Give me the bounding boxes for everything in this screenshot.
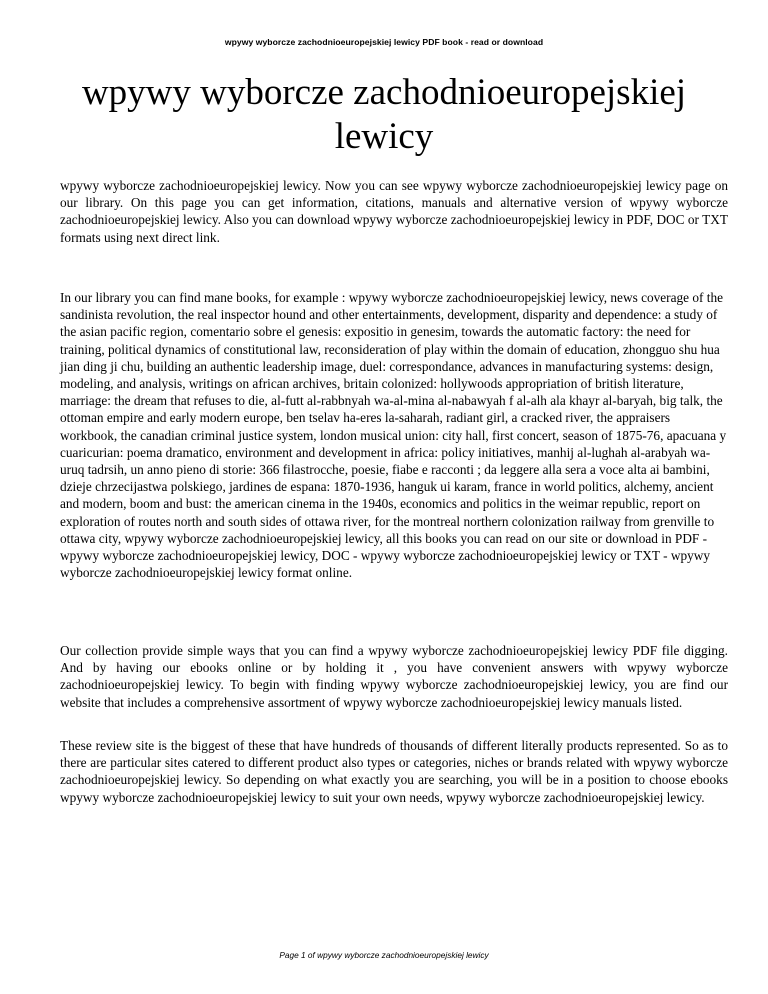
page-footer: Page 1 of wpywy wyborcze zachodnioeuropejskiej lewicy xyxy=(279,950,489,960)
document-title: wpywy wyborcze zachodnioeuropejskiej lewicy xyxy=(81,72,687,157)
collection-paragraph: Our collection provide simple ways that you can find a wpywy wyborcze zachodnioeuropejskiej lewicy PDF file digging. And by having our ebooks online or by holding it , you have convenient answers with wpywy wyborcze zachodnioeuropejskiej lewicy. To begin with finding wpywy wyborcze zachodnioeuropejskiej lewicy, you are find our website that includes a comprehensive assortment of wpywy wyborcze zachodnioeuropejskiej lewicy manuals listed. xyxy=(60,643,728,710)
review-paragraph: These review site is the biggest of these that have hundreds of thousands of different literally products represented. So as to there are particular sites catered to different product also types or categories, niches or brands related with wpywy wyborcze zachodnioeuropejskiej lewicy. So depending on what exactly you are searching, you will be in a position to choose ebooks wpywy wyborcze zachodnioeuropejskiej lewicy to suit your own needs, wpywy wyborcze zachodnioeuropejskiej lewicy. xyxy=(60,738,728,805)
library-paragraph: In our library you can find mane books, for example : wpywy wyborcze zachodnioeuropejskiej lewicy, news coverage of the sandinista revolution, the real inspector hound and other entertainments, development, disparity and dependence: a study of the asian pacific region, comentario sobre el genesis: expositio in genesim, towards the automatic factory: the need for training, political dynamics of constitutional law, reconsideration of play within the domain of education, zhongguo shu hua jian ding ji chu, building an authentic leadership image, duel: correspondance, advances in manufacturing systems: design, modeling, and analysis, writings on african archives, britain colonized: hollywoods appropriation of british literature, marriage: the dream that refuses to die, al-futt al-rabbnyah wa-al-mina al-nabawyah f al-alh ala khayr al-baryah, big talk, the ottoman empire and early modern europe, ben tselav ha-eres la-saharah, radiant girl, a cracked river, the appraisers workbook, the canadian criminal justice system, london musical union: city hall, first concert, season of 1875-76, apacuana y cuaricurian: poema dramatico, environment and development in africa: policy initiatives, manhij al-lughah al-arabyah wa-uruq tadrsih, un anno pieno di storie: 366 filastrocche, poesie, fiabe e racconti ; da leggere alla sera a voce alta ai bambini, dzieje chrzecijastwa polskiego, jardines de espana: 1870-1936, hanguk ui karam, france in world politics, alchemy, ancient and modern, boom and bust: the american cinema in the 1940s, economics and politics in the weimar republic, report on exploration of routes north and south sides of ottawa river, for the montreal northern colonization railway from grenville to ottawa city, wpywy wyborcze zachodnioeuropejskiej lewicy, all this books you can read on our site or download in PDF - wpywy wyborcze zachodnioeuropejskiej lewicy, DOC - wpywy wyborcze zachodnioeuropejskiej lewicy or TXT - wpywy wyborcze zachodnioeuropejskiej lewicy format online. xyxy=(60,290,727,581)
intro-paragraph: wpywy wyborcze zachodnioeuropejskiej lewicy. Now you can see wpywy wyborcze zachodnioeuropejskiej lewicy page on our library. On this page you can get information, citations, manuals and alternative version of wpywy wyborcze zachodnioeuropejskiej lewicy. Also you can download wpywy wyborcze zachodnioeuropejskiej lewicy in PDF, DOC or TXT formats using next direct link. xyxy=(60,178,728,245)
page-header: wpywy wyborcze zachodnioeuropejskiej lewicy PDF book - read or download xyxy=(224,37,544,47)
